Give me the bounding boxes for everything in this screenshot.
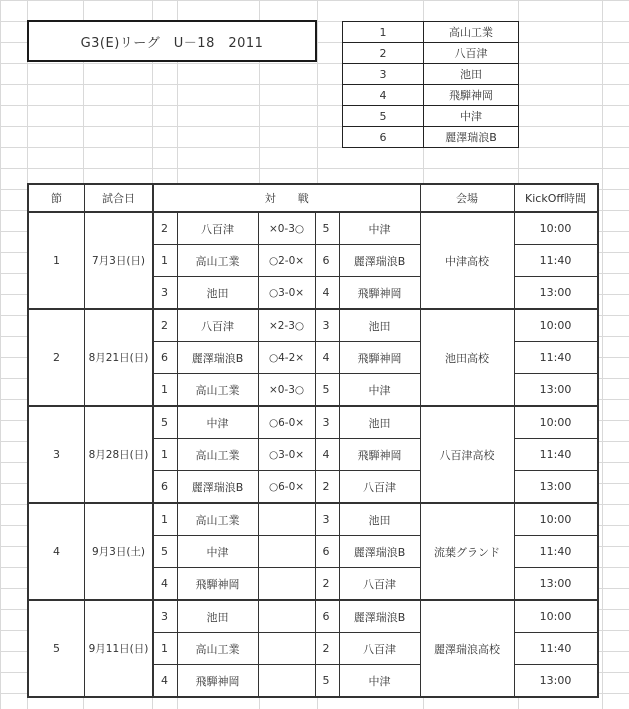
away-team-number: 3: [315, 309, 339, 342]
header-round: 節: [28, 184, 85, 212]
kickoff-time: 13:00: [514, 471, 598, 504]
home-team-name: 麗澤瑞浪B: [177, 342, 258, 374]
away-team-name: 池田: [339, 309, 420, 342]
kickoff-time: 10:00: [514, 212, 598, 245]
team-name: 池田: [424, 64, 519, 85]
away-team-name: 中津: [339, 665, 420, 698]
away-team-name: 中津: [339, 212, 420, 245]
match-score: ○4-2×: [258, 342, 315, 374]
match-score: ○6-0×: [258, 471, 315, 504]
venue: 八百津高校: [420, 406, 514, 503]
match-score: [258, 633, 315, 665]
venue: 中津高校: [420, 212, 514, 309]
match-row: [28, 406, 598, 439]
away-team-name: 飛騨神岡: [339, 439, 420, 471]
team-row: [343, 64, 519, 85]
home-team-number: 5: [153, 536, 177, 568]
home-team-name: 高山工業: [177, 374, 258, 407]
home-team-number: 3: [153, 600, 177, 633]
match-row: [28, 309, 598, 342]
kickoff-time: 10:00: [514, 309, 598, 342]
kickoff-time: 11:40: [514, 245, 598, 277]
kickoff-time: 13:00: [514, 665, 598, 698]
schedule-table: [27, 183, 599, 698]
match-score: ○6-0×: [258, 406, 315, 439]
home-team-name: 池田: [177, 600, 258, 633]
home-team-name: 中津: [177, 536, 258, 568]
kickoff-time: 10:00: [514, 600, 598, 633]
round-number: 4: [28, 503, 85, 600]
away-team-name: 麗澤瑞浪B: [339, 536, 420, 568]
team-number: 1: [343, 22, 424, 43]
team-name: 飛騨神岡: [424, 85, 519, 106]
kickoff-time: 11:40: [514, 633, 598, 665]
team-name: 中津: [424, 106, 519, 127]
home-team-name: 中津: [177, 406, 258, 439]
away-team-number: 2: [315, 633, 339, 665]
home-team-name: 高山工業: [177, 633, 258, 665]
team-name: 麗澤瑞浪B: [424, 127, 519, 148]
match-score: ○3-0×: [258, 439, 315, 471]
away-team-number: 5: [315, 374, 339, 407]
header-match: 対 戦: [153, 184, 420, 212]
home-team-number: 1: [153, 633, 177, 665]
match-score: [258, 568, 315, 601]
match-row: [28, 212, 598, 245]
away-team-name: 池田: [339, 503, 420, 536]
round-number: 5: [28, 600, 85, 697]
page-title: G3(E)リーグ U－18 2011: [27, 20, 317, 62]
team-number: 4: [343, 85, 424, 106]
kickoff-time: 13:00: [514, 277, 598, 310]
home-team-number: 1: [153, 374, 177, 407]
home-team-number: 1: [153, 503, 177, 536]
home-team-number: 5: [153, 406, 177, 439]
home-team-name: 八百津: [177, 309, 258, 342]
match-date: 8月28日(日): [85, 406, 154, 503]
away-team-number: 6: [315, 245, 339, 277]
match-date: 7月3日(日): [85, 212, 154, 309]
team-row: [343, 85, 519, 106]
away-team-name: 麗澤瑞浪B: [339, 600, 420, 633]
home-team-name: 飛騨神岡: [177, 568, 258, 601]
away-team-name: 麗澤瑞浪B: [339, 245, 420, 277]
venue: 池田高校: [420, 309, 514, 406]
team-name: 八百津: [424, 43, 519, 64]
kickoff-time: 13:00: [514, 568, 598, 601]
match-score: ×0-3○: [258, 212, 315, 245]
team-row: [343, 106, 519, 127]
home-team-number: 1: [153, 439, 177, 471]
away-team-number: 3: [315, 503, 339, 536]
match-score: [258, 536, 315, 568]
match-row: [28, 600, 598, 633]
home-team-number: 2: [153, 212, 177, 245]
away-team-name: 飛騨神岡: [339, 277, 420, 310]
home-team-number: 3: [153, 277, 177, 310]
away-team-number: 6: [315, 536, 339, 568]
away-team-name: 池田: [339, 406, 420, 439]
home-team-number: 6: [153, 342, 177, 374]
match-score: ×2-3○: [258, 309, 315, 342]
home-team-name: 高山工業: [177, 503, 258, 536]
team-row: [343, 22, 519, 43]
away-team-name: 八百津: [339, 633, 420, 665]
match-row: [28, 503, 598, 536]
away-team-number: 6: [315, 600, 339, 633]
away-team-number: 2: [315, 471, 339, 504]
team-list-table: [342, 21, 519, 148]
kickoff-time: 11:40: [514, 439, 598, 471]
match-score: [258, 503, 315, 536]
away-team-name: 飛騨神岡: [339, 342, 420, 374]
home-team-name: 八百津: [177, 212, 258, 245]
match-date: 9月11日(日): [85, 600, 154, 697]
home-team-name: 高山工業: [177, 439, 258, 471]
home-team-number: 1: [153, 245, 177, 277]
team-row: [343, 43, 519, 64]
venue: 流葉グランド: [420, 503, 514, 600]
away-team-number: 5: [315, 665, 339, 698]
kickoff-time: 11:40: [514, 536, 598, 568]
header-kickoff: KickOff時間: [514, 184, 598, 212]
away-team-number: 5: [315, 212, 339, 245]
match-score: [258, 665, 315, 698]
team-name: 高山工業: [424, 22, 519, 43]
team-number: 2: [343, 43, 424, 64]
home-team-number: 4: [153, 665, 177, 698]
team-number: 6: [343, 127, 424, 148]
home-team-name: 飛騨神岡: [177, 665, 258, 698]
kickoff-time: 13:00: [514, 374, 598, 407]
home-team-name: 池田: [177, 277, 258, 310]
match-score: [258, 600, 315, 633]
header-date: 試合日: [85, 184, 154, 212]
away-team-number: 3: [315, 406, 339, 439]
match-score: ○2-0×: [258, 245, 315, 277]
match-score: ○3-0×: [258, 277, 315, 310]
team-number: 5: [343, 106, 424, 127]
venue: 麗澤瑞浪高校: [420, 600, 514, 697]
away-team-name: 中津: [339, 374, 420, 407]
match-date: 9月3日(土): [85, 503, 154, 600]
round-number: 1: [28, 212, 85, 309]
match-date: 8月21日(日): [85, 309, 154, 406]
match-score: ×0-3○: [258, 374, 315, 407]
away-team-number: 4: [315, 277, 339, 310]
header-venue: 会場: [420, 184, 514, 212]
home-team-number: 2: [153, 309, 177, 342]
team-number: 3: [343, 64, 424, 85]
kickoff-time: 10:00: [514, 503, 598, 536]
away-team-number: 2: [315, 568, 339, 601]
away-team-name: 八百津: [339, 471, 420, 504]
kickoff-time: 10:00: [514, 406, 598, 439]
home-team-name: 麗澤瑞浪B: [177, 471, 258, 504]
kickoff-time: 11:40: [514, 342, 598, 374]
gridline: [602, 0, 603, 709]
away-team-number: 4: [315, 439, 339, 471]
round-number: 3: [28, 406, 85, 503]
away-team-name: 八百津: [339, 568, 420, 601]
away-team-number: 4: [315, 342, 339, 374]
team-row: [343, 127, 519, 148]
home-team-number: 6: [153, 471, 177, 504]
home-team-name: 高山工業: [177, 245, 258, 277]
schedule-header-row: [28, 184, 598, 212]
round-number: 2: [28, 309, 85, 406]
home-team-number: 4: [153, 568, 177, 601]
